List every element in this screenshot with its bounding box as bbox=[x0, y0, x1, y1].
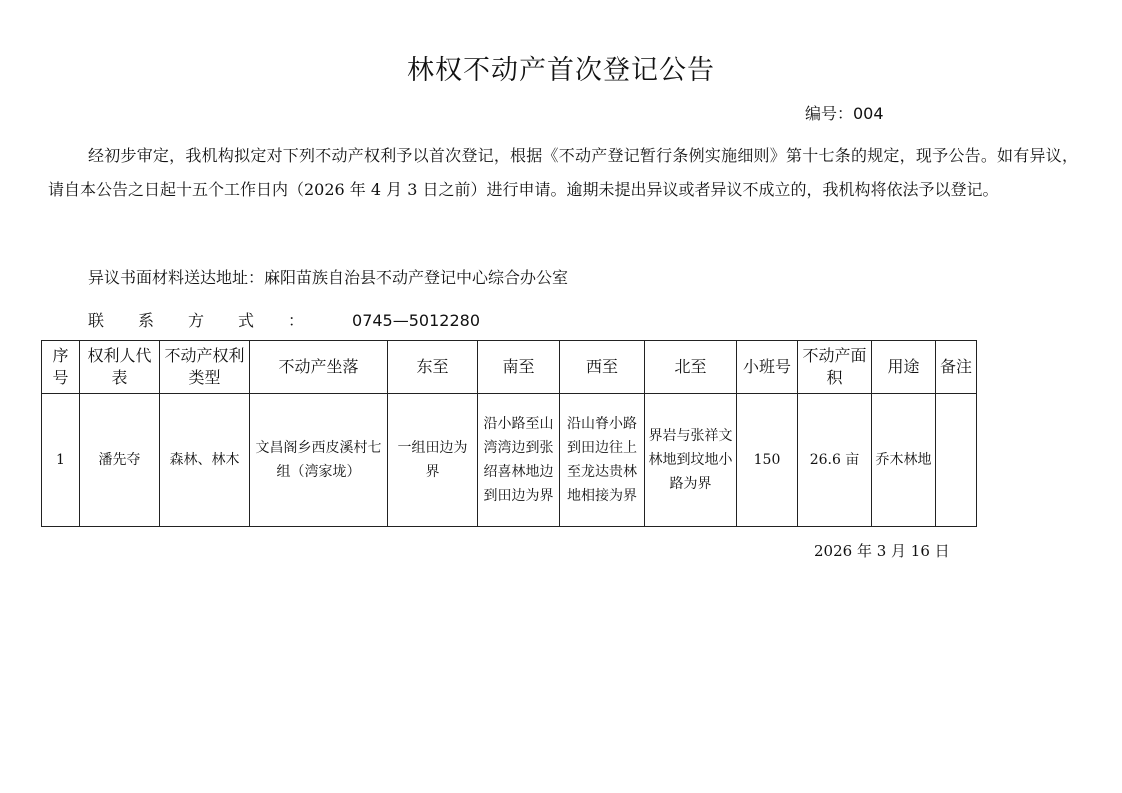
cell-subcompartment: 150 bbox=[737, 394, 798, 527]
table-row bbox=[42, 394, 977, 527]
header-serial: 序号 bbox=[42, 341, 80, 394]
header-east: 东至 bbox=[388, 341, 478, 394]
objection-address: 异议书面材料送达地址：麻阳苗族自治县不动产登记中心综合办公室 bbox=[88, 268, 569, 287]
table-header-row bbox=[42, 341, 977, 394]
cell-usage: 乔木林地 bbox=[872, 394, 936, 527]
header-usage: 用途 bbox=[872, 341, 936, 394]
contact-info bbox=[88, 308, 480, 331]
header-subcompartment: 小班号 bbox=[737, 341, 798, 394]
cell-right-type: 森林、林木 bbox=[160, 394, 250, 527]
contact-label: 联系方式： bbox=[88, 311, 339, 330]
header-right-type: 不动产权利类型 bbox=[160, 341, 250, 394]
cell-location: 文昌阁乡西皮溪村七组（湾家垅） bbox=[250, 394, 388, 527]
cell-serial: 1 bbox=[42, 394, 80, 527]
header-area: 不动产面积 bbox=[798, 341, 872, 394]
registration-table bbox=[41, 340, 977, 527]
cell-east: 一组田边为界 bbox=[388, 394, 478, 527]
notice-paragraph: 经初步审定，我机构拟定对下列不动产权利予以首次登记，根据《不动产登记暂行条例实施细则》第十七条的规定，现予公告。如有异议，请自本公告之日起十五个工作日内（2026 年 4 月 3 日之前）进行申请。逾期未提出异议或者异议不成立的，我机构将依法予以登记。 bbox=[48, 146, 1078, 199]
header-location: 不动产坐落 bbox=[250, 341, 388, 394]
header-right-holder: 权利人代表 bbox=[80, 341, 160, 394]
cell-north: 界岩与张祥文林地到坟地小路为界 bbox=[645, 394, 737, 527]
cell-area: 26.6 亩 bbox=[798, 394, 872, 527]
cell-south: 沿小路至山湾湾边到张绍喜林地边到田边为界 bbox=[478, 394, 560, 527]
document-number: 编号：004 bbox=[805, 104, 884, 123]
contact-phone: 0745—5012280 bbox=[352, 311, 480, 330]
header-west: 西至 bbox=[560, 341, 645, 394]
header-south: 南至 bbox=[478, 341, 560, 394]
cell-west: 沿山脊小路到田边往上至龙达贵林地相接为界 bbox=[560, 394, 645, 527]
header-remarks: 备注 bbox=[936, 341, 977, 394]
notice-date: 2026 年 3 月 16 日 bbox=[814, 542, 950, 560]
page-title: 林权不动产首次登记公告 bbox=[407, 55, 715, 86]
cell-right-holder: 潘先夺 bbox=[80, 394, 160, 527]
header-north: 北至 bbox=[645, 341, 737, 394]
cell-remarks bbox=[936, 394, 977, 527]
